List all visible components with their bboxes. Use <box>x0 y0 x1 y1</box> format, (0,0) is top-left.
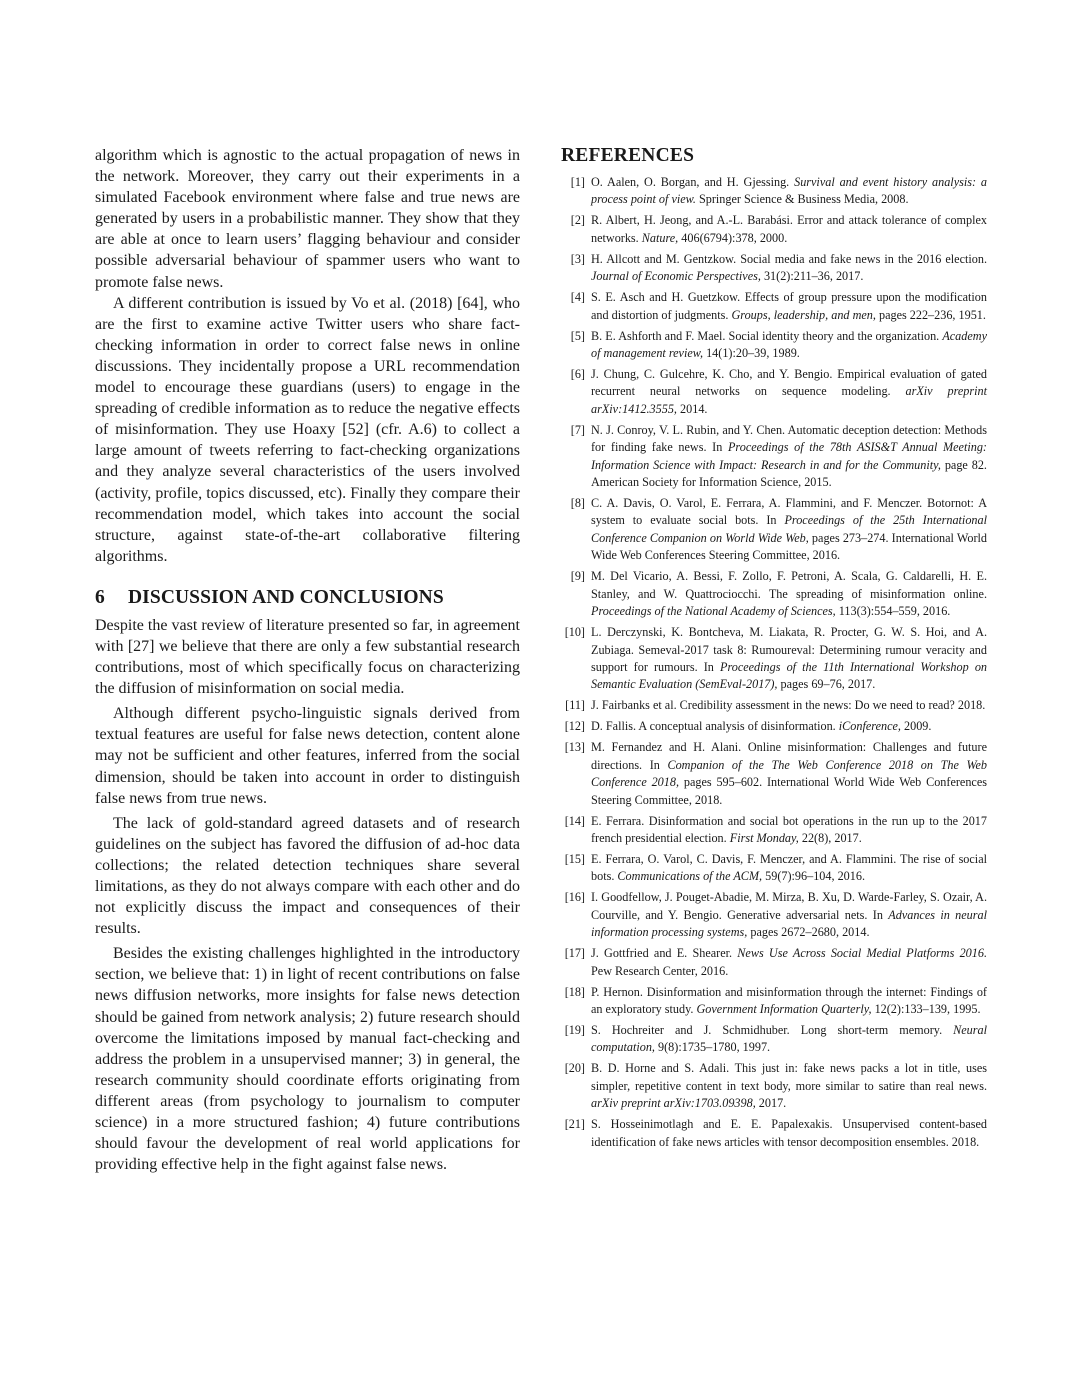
reference-text-part: S. Hosseinimotlagh and E. E. Papalexakis. Unsupervised content-based identification of fake news articles with tensor decomposition ensembles. 2018. <box>591 1117 987 1149</box>
reference-number: [3] <box>570 251 585 266</box>
reference-text-part: N. J. Conroy, V. L. Rubin, and Y. Chen. Automatic deception detection: Methods for finding fake news. In <box>591 422 987 455</box>
reference-text-part: pages 222–236, 1951. <box>875 307 986 322</box>
reference-text-part: 59(7):96–104, 2016. <box>762 869 866 884</box>
reference-text <box>591 289 987 324</box>
body-paragraph: Besides the existing challenges highlighted in the introductory section, we believe that: 1) in light of recent contributions on false news diffusion networks, more insights for false news detection should be gained from network analysis; 2) future research should overcome the limitations imposed by manual fact-checking and address the problem in a unsupervised manner; 3) in general, the research community should coordinate efforts originating from different areas (from psychology to journalism to computer science) in a more structured fashion; 4) future contributions should favour the development of real world applications for providing effective help in the fight against false news. <box>95 945 520 1174</box>
reference-number: [8] <box>570 496 585 511</box>
reference-text <box>591 1116 987 1151</box>
reference-text <box>591 739 987 809</box>
reference-text-part: S. Hochreiter and J. Schmidhuber. Long short-term memory. <box>591 1022 954 1037</box>
reference-text-part: L. Derczynski, K. Bontcheva, M. Liakata, R. Procter, G. W. S. Hoi, and A. Zubiaga. Semeval-2017 task 8: Rumoureval: Determining rumour veracity and support for rumours. In <box>591 625 987 674</box>
reference-text-part: 113(3):554–559, 2016. <box>835 604 951 619</box>
references-heading: REFERENCES <box>561 145 695 166</box>
reference-text-part: J. Gottfried and E. Shearer. <box>591 946 738 961</box>
reference-venue: arXiv preprint arXiv:1412.3555, <box>591 384 987 416</box>
reference-text <box>591 889 987 941</box>
reference-text-part: 406(6794):378, 2000. <box>678 230 788 245</box>
reference-text-part: E. Ferrara, O. Varol, C. Davis, F. Menczer, and A. Flammini. The rise of social bots. <box>591 851 987 884</box>
reference-venue: Proceedings of the National Academy of Sciences, <box>591 604 836 619</box>
reference-venue: Nature, <box>641 230 679 245</box>
reference-item <box>561 568 987 620</box>
section-title: DISCUSSION AND CONCLUSIONS <box>128 586 444 608</box>
reference-text-part: 22(8), 2017. <box>798 830 862 845</box>
reference-venue: Proceedings of the 78th ASIS&T Annual Meeting: Information Science with Impact: Research in and for the Community, <box>591 440 987 472</box>
reference-number: [1] <box>570 175 585 189</box>
reference-number: [17] <box>564 946 585 961</box>
reference-number: [19] <box>564 1022 585 1037</box>
reference-venue: Groups, leadership, and men, <box>731 307 876 322</box>
reference-number: [20] <box>564 1061 585 1076</box>
reference-venue: Government Information Quarterly, <box>696 1001 872 1016</box>
reference-venue: Journal of Economic Perspectives, <box>591 269 761 284</box>
reference-item <box>561 697 987 714</box>
reference-venue: Neural computation, <box>591 1022 987 1055</box>
references-column <box>561 145 987 1155</box>
reference-text-part: pages 2672–2680, 2014. <box>747 925 870 940</box>
reference-venue: arXiv preprint arXiv:1703.09398, <box>591 1096 756 1111</box>
reference-item <box>561 289 987 324</box>
reference-text <box>591 495 987 565</box>
reference-item <box>561 851 987 886</box>
reference-text-part: 2014. <box>676 401 708 416</box>
reference-item <box>561 1060 987 1112</box>
reference-item <box>561 945 987 980</box>
reference-item <box>561 495 987 565</box>
reference-venue: Academy of management review, <box>591 328 987 361</box>
body-paragraph: Despite the vast review of literature presented so far, in agreement with [27] we believe that there are only a few substantial research contributions, most of which specifically focus on characterizing the diffusion of misinformation on social media. <box>95 616 520 698</box>
reference-venue: Advances in neural information processing systems, <box>591 907 987 940</box>
reference-text-part: 31(2):211–36, 2017. <box>760 269 864 284</box>
reference-text-part: M. Del Vicario, A. Bessi, F. Zollo, F. Petroni, A. Scala, G. Caldarelli, H. E. Stanley, and W. Quattrociocchi. The spreading of misinformation online. <box>591 569 987 601</box>
reference-item <box>561 212 987 247</box>
reference-number: [21] <box>564 1117 585 1132</box>
reference-text <box>591 624 987 694</box>
reference-text-part: P. Hernon. Disinformation and misinformation through the internet: Findings of an exploratory study. <box>591 984 987 1016</box>
reference-text <box>591 422 987 492</box>
reference-number: [16] <box>564 890 585 905</box>
reference-text-part: C. A. Davis, O. Varol, E. Ferrara, A. Flammini, and F. Menczer. Botornot: A system to evaluate social bots. In <box>591 496 987 528</box>
reference-text-part: 9(8):1735–1780, 1997. <box>654 1040 771 1055</box>
reference-text <box>591 718 987 735</box>
section-number: 6 <box>95 586 105 608</box>
reference-venue: First Monday, <box>729 830 799 845</box>
reference-item <box>561 174 987 209</box>
reference-text-part: O. Aalen, O. Borgan, and H. Gjessing. <box>591 175 795 189</box>
reference-number: [7] <box>570 422 585 437</box>
reference-text <box>591 568 987 620</box>
reference-text-part: 2017. <box>755 1096 787 1111</box>
reference-text <box>591 212 987 247</box>
reference-item <box>561 328 987 363</box>
reference-text <box>591 851 987 886</box>
reference-text <box>591 251 987 286</box>
reference-text-part: Pew Research Center, 2016. <box>591 963 729 978</box>
left-column <box>95 145 520 1175</box>
reference-text-part: pages 273–274. International World Wide Web Conferences Steering Committee, 2016. <box>591 530 988 563</box>
body-paragraph: A different contribution is issued by Vo et al. (2018) [64], who are the first to examine active Twitter users who share fact-checking information in order to correct false news in online discussions. They incidentally propose a URL recommendation model to encourage these guardians (users) to engage in the spreading of credible information as to reduce the negative effects of misinformation. They use Hoaxy [52] (cfr. A.6) to collect a large amount of tweets referring to fact-checking organizations and they analyze several characteristics of the users involved (activity, profile, topics discussed, etc). Finally they compare their recommendation model, which takes into account the social structure, against state-of-the-art collaborative filtering algorithms. <box>95 294 520 565</box>
reference-number: [18] <box>564 984 585 999</box>
reference-number: [14] <box>564 813 585 828</box>
reference-venue: Survival and event history analysis: a process point of view. <box>591 175 987 207</box>
reference-text-part: R. Albert, H. Jeong, and A.-L. Barabási. Error and attack tolerance of complex networks. <box>591 213 987 245</box>
reference-text <box>591 174 987 209</box>
reference-text-part: 2009. <box>900 719 932 734</box>
reference-venue: Proceedings of the 25th International Conference Companion on World Wide Web, <box>591 513 987 545</box>
reference-text-part: I. Goodfellow, J. Pouget-Abadie, M. Mirza, B. Xu, D. Warde-Farley, S. Ozair, A. Courville, and Y. Bengio. Generative adversarial nets. In <box>591 890 987 922</box>
reference-text-part: M. Fernandez and H. Alani. Online misinformation: Challenges and future directions. In <box>591 740 987 772</box>
reference-text-part: B. E. Ashforth and F. Mael. Social identity theory and the organization. <box>591 328 943 343</box>
body-paragraph: algorithm which is agnostic to the actual propagation of news in the network. Moreover, they carry out their experiments in a simulated Facebook environment where false and true news are generated by users in a probabilistic manner. They show that they are able at once to learn users’ flagging behaviour and consider possible adversarial behaviour of spammer users who want to promote false news. <box>95 147 520 291</box>
reference-text-part: H. Allcott and M. Gentzkow. Social media and fake news in the 2016 election. <box>591 251 987 266</box>
reference-venue: Proceedings of the 11th International Workshop on Semantic Evaluation (SemEval-2017), <box>591 659 988 692</box>
reference-venue: News Use Across Social Medial Platforms 2016. <box>737 946 987 961</box>
reference-number: [12] <box>564 719 585 734</box>
reference-item <box>561 984 987 1019</box>
reference-number: [15] <box>564 851 585 866</box>
reference-item <box>561 1022 987 1057</box>
reference-item <box>561 422 987 492</box>
reference-number: [13] <box>564 740 585 755</box>
reference-text-part: D. Fallis. A conceptual analysis of disinformation. <box>591 719 839 734</box>
reference-text <box>591 945 987 980</box>
reference-text <box>591 366 987 418</box>
reference-venue: iConference, <box>838 719 901 734</box>
reference-text <box>591 697 987 714</box>
reference-number: [2] <box>570 213 585 228</box>
reference-text <box>591 1022 987 1057</box>
body-paragraph: Although different psycho-linguistic signals derived from textual features are useful for false news detection, content alone may not be sufficient and other features, inferred from the social dimension, should be taken into account in order to distinguish false news from true news. <box>95 705 520 807</box>
reference-list <box>561 174 987 1151</box>
reference-text-part: page 82. American Society for Information Science, 2015. <box>591 457 987 490</box>
reference-venue: Companion of the The Web Conference 2018 on The Web Conference 2018, <box>591 757 987 790</box>
reference-item <box>561 624 987 694</box>
reference-item <box>561 1116 987 1151</box>
reference-venue: Communications of the ACM, <box>617 869 763 884</box>
reference-text-part: Springer Science & Business Media, 2008. <box>695 192 909 207</box>
reference-text-part: E. Ferrara. Disinformation and social bot operations in the run up to the 2017 french presidential election. <box>591 813 987 845</box>
reference-number: [5] <box>570 328 585 343</box>
reference-text <box>591 1060 987 1112</box>
reference-item <box>561 366 987 418</box>
reference-text-part: J. Fairbanks et al. Credibility assessment in the news: Do we need to read? 2018. <box>591 698 986 713</box>
reference-number: [10] <box>564 625 585 640</box>
reference-number: [11] <box>565 698 585 713</box>
reference-text <box>591 813 987 848</box>
reference-text <box>591 328 987 363</box>
reference-item <box>561 718 987 735</box>
reference-item <box>561 813 987 848</box>
section-heading <box>95 587 520 609</box>
reference-number: [6] <box>570 367 585 382</box>
reference-text <box>591 984 987 1019</box>
reference-text-part: 12(2):133–139, 1995. <box>871 1001 981 1016</box>
reference-text-part: J. Chung, C. Gulcehre, K. Cho, and Y. Bengio. Empirical evaluation of gated recurrent neural networks on sequence modeling. <box>591 367 987 399</box>
reference-text-part: pages 595–602. International World Wide Web Conferences Steering Committee, 2018. <box>591 775 987 807</box>
reference-text-part: B. D. Horne and S. Adali. This just in: fake news packs a lot in title, uses simpler, repetitive content in text body, more similar to satire than real news. <box>591 1061 987 1093</box>
reference-text-part: 14(1):20–39, 1989. <box>703 346 800 361</box>
body-paragraph: The lack of gold-standard agreed datasets and of research guidelines on the subject has favored the diffusion of ad-hoc data collections; the related detection techniques share several limitations, as they do not always compare with each other and do not explicitly discuss the impact and consequences of their results. <box>95 814 520 938</box>
reference-item <box>561 889 987 941</box>
reference-text-part: S. E. Asch and H. Guetzkow. Effects of group pressure upon the modification and distortion of judgments. <box>591 290 987 322</box>
reference-text-part: pages 69–76, 2017. <box>777 677 876 692</box>
reference-number: [9] <box>570 569 585 584</box>
reference-item <box>561 251 987 286</box>
reference-number: [4] <box>570 290 585 305</box>
reference-item <box>561 739 987 809</box>
